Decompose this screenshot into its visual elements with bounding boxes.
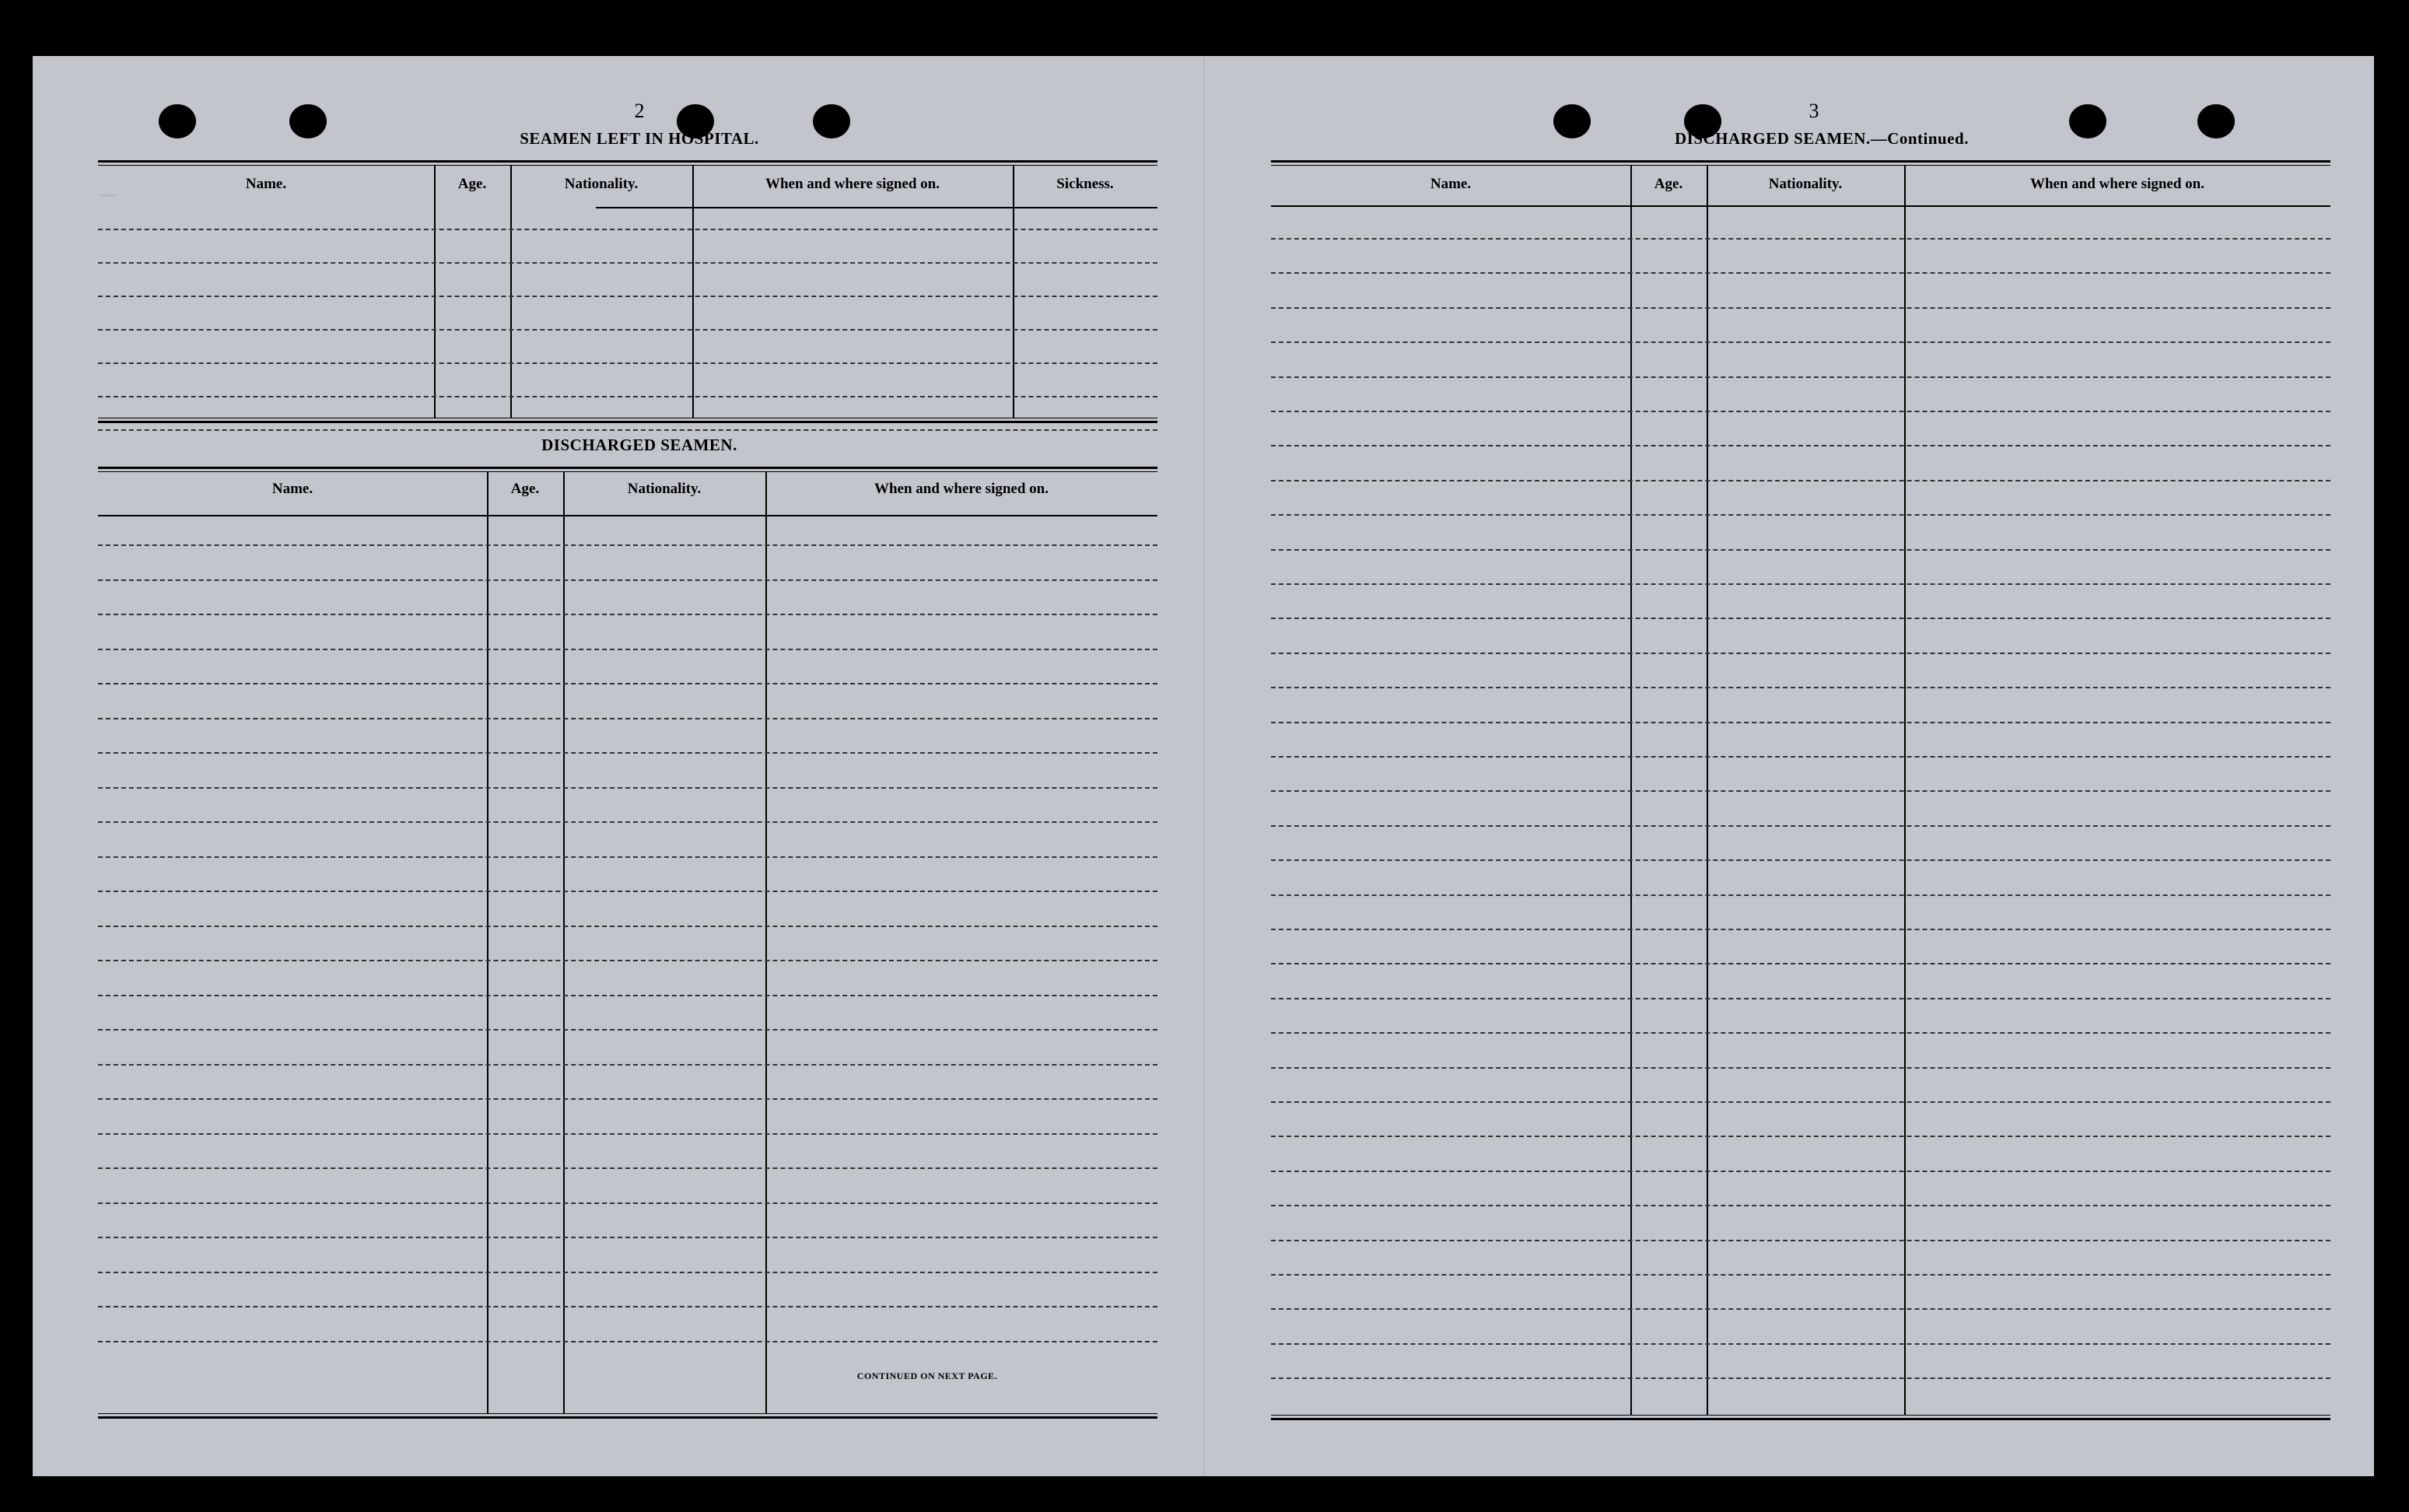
blank-entry-line [98,1272,1157,1273]
discharged-section-title: DISCHARGED SEAMEN. [541,436,737,454]
blank-entry-line [98,329,1157,331]
blank-entry-line [98,649,1157,650]
hospital-section-title: SEAMEN LEFT IN HOSPITAL. [520,129,759,148]
blank-entry-line [98,1133,1157,1135]
blank-entry-line [1271,1032,2330,1034]
blank-entry-line [1271,341,2330,343]
discharged-table-right [1271,160,2330,1422]
blank-entry-line [1271,859,2330,861]
blank-entry-line [98,429,1157,431]
blank-entry-line [1271,376,2330,378]
blank-entry-line [1271,583,2330,585]
blank-entry-line [98,1341,1157,1342]
blank-entry-line [98,296,1157,297]
blank-entry-line [98,683,1157,684]
blank-entry-line [98,1237,1157,1238]
blank-entry-line [98,856,1157,858]
blank-entry-line [1271,445,2330,446]
blank-entry-line [1271,549,2330,551]
continued-note: CONTINUED ON NEXT PAGE. [856,1370,998,1381]
blank-entry-line [98,821,1157,823]
continued-col-name: Name. [1430,176,1472,192]
discharged-continued-title: DISCHARGED SEAMEN.—Continued. [1675,129,1969,148]
blank-entry-line [1271,1101,2330,1103]
blank-entry-line [1271,1377,2330,1379]
hospital-table [98,160,1157,425]
discharged-col-nationality: Nationality. [627,481,702,497]
blank-entry-line [98,718,1157,719]
blank-entry-line [98,926,1157,927]
blank-entry-line [1271,722,2330,723]
blank-entry-line [1271,272,2330,274]
blank-entry-line [98,544,1157,546]
document-sheet [33,56,2374,1476]
blank-entry-line [1271,514,2330,516]
discharged-col-signed-on: When and where signed on. [874,481,1049,497]
discharged-col-name: Name. [271,481,313,497]
blank-entry-line [1271,1205,2330,1206]
right-page-number: 3 [1809,100,1819,122]
blank-entry-line [1271,894,2330,896]
blank-entry-line [98,995,1157,996]
blank-entry-line [1271,998,2330,999]
hospital-col-signed-on: When and where signed on. [765,176,940,192]
blank-entry-line [98,1029,1157,1031]
discharged-table-left [98,467,1157,1420]
blank-entry-line [98,787,1157,789]
hospital-col-sickness: Sickness. [1056,176,1114,192]
blank-entry-line [98,1202,1157,1204]
blank-entry-line [98,960,1157,961]
blank-entry-line [1271,1308,2330,1310]
blank-entry-line [1271,1067,2330,1069]
blank-entry-line [1271,1240,2330,1241]
continued-col-age: Age. [1654,176,1683,192]
blank-entry-line [1271,963,2330,964]
blank-entry-line [1271,825,2330,827]
blank-entry-line [98,1167,1157,1169]
blank-entry-line [98,614,1157,615]
blank-entry-line [1271,1274,2330,1276]
hospital-col-name: Name. [245,176,287,192]
blank-entry-line [98,229,1157,230]
continued-col-nationality: Nationality. [1768,176,1843,192]
blank-entry-line [1271,480,2330,481]
left-page-number: 2 [634,100,645,122]
continued-col-signed-on: When and where signed on. [2029,176,2204,192]
blank-entry-line [98,891,1157,892]
blank-entry-line [1271,653,2330,654]
blank-entry-line [98,1064,1157,1066]
blank-entry-line [1271,756,2330,758]
hospital-col-nationality: Nationality. [564,176,639,192]
blank-entry-line [1271,307,2330,309]
blank-entry-line [98,262,1157,264]
bleed-through-text: ⎯ [95,173,117,212]
blank-entry-line [1271,1171,2330,1172]
blank-entry-line [1271,687,2330,688]
blank-entry-line [98,579,1157,581]
blank-entry-line [1271,1343,2330,1345]
blank-entry-line [1271,411,2330,412]
blank-entry-line [98,396,1157,397]
blank-entry-line [98,362,1157,364]
blank-entry-line [98,1306,1157,1307]
blank-entry-line [1271,618,2330,619]
hospital-col-age: Age. [457,176,487,192]
blank-entry-line [98,1098,1157,1100]
blank-entry-line [1271,1136,2330,1137]
blank-entry-line [1271,238,2330,240]
blank-entry-line [98,752,1157,754]
discharged-col-age: Age. [510,481,540,497]
blank-entry-line [1271,929,2330,930]
blank-entry-line [1271,790,2330,792]
page-fold [1203,56,1205,1476]
